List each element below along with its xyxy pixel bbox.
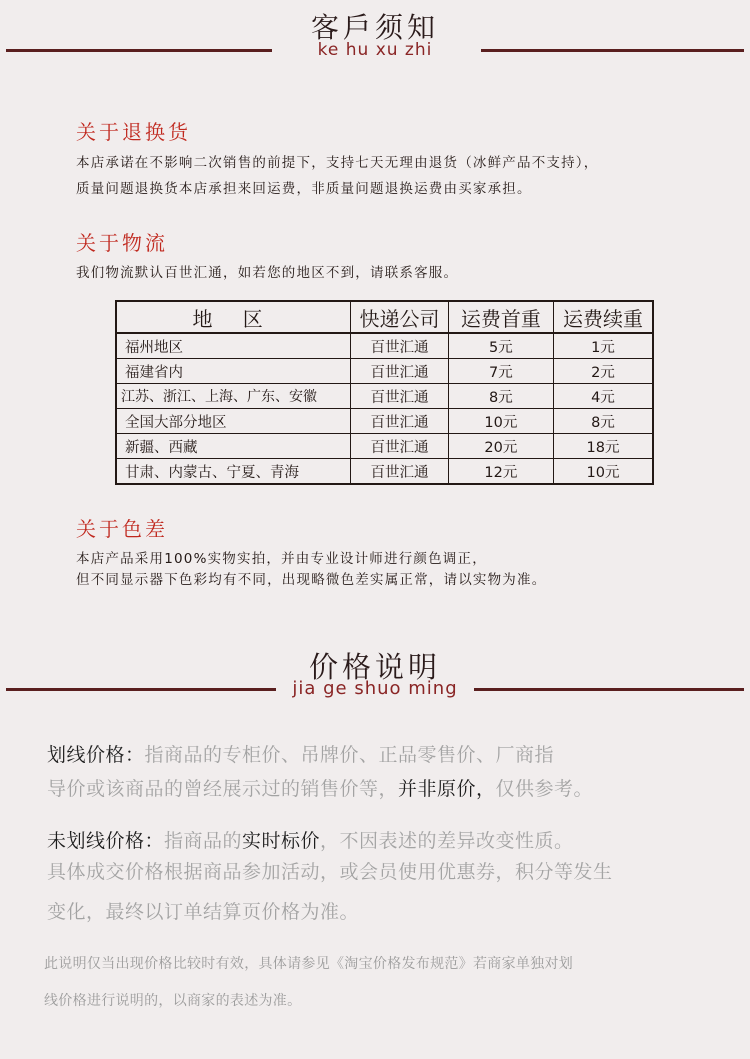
nonstrike-price-emphasis: 实时标价 <box>242 830 321 852</box>
table-row <box>116 459 653 485</box>
cell-first-weight: 20元 <box>448 434 553 459</box>
customer-notice-pinyin: ke hu xu zhi <box>317 40 433 60</box>
cell-region: 新疆、西藏 <box>116 434 351 459</box>
strike-price-line-2 <box>47 774 593 801</box>
table-row <box>116 409 653 434</box>
cell-extra-weight: 4元 <box>554 384 653 409</box>
header-extra-weight: 运费续重 <box>554 301 653 333</box>
color-diff-line-1: 本店产品采用100%实物实拍，并由专业设计师进行颜色调正， <box>76 551 487 567</box>
cell-first-weight: 8元 <box>448 384 553 409</box>
cell-region: 江苏、浙江、上海、广东、安徽 <box>116 384 351 409</box>
returns-line-1: 本店承诺在不影响二次销售的前提下，支持七天无理由退货（冰鲜产品不支持）， <box>76 155 599 171</box>
cell-first-weight: 5元 <box>448 333 553 359</box>
nonstrike-price-pre: 指商品的 <box>164 830 243 852</box>
cell-first-weight: 7元 <box>448 359 553 384</box>
table-row <box>116 434 653 459</box>
cell-first-weight: 10元 <box>448 409 553 434</box>
logistics-heading: 关于物流 <box>76 231 168 255</box>
header-courier: 快递公司 <box>351 301 448 333</box>
cell-region: 福建省内 <box>116 359 351 384</box>
returns-line-2: 质量问题退换货本店承担来回运费，非质量问题退换运费由买家承担。 <box>76 181 532 197</box>
header-region: 地 区 <box>116 301 351 333</box>
table-row <box>116 333 653 359</box>
table-row <box>116 359 653 384</box>
price-notice-title: 价格说明 <box>308 650 441 684</box>
cell-region: 全国大部分地区 <box>116 409 351 434</box>
color-diff-heading: 关于色差 <box>76 517 168 541</box>
cell-extra-weight: 10元 <box>554 459 653 485</box>
price-notice-pinyin: jia ge shuo ming <box>292 678 458 699</box>
cell-extra-weight: 2元 <box>554 359 653 384</box>
cell-extra-weight: 18元 <box>554 434 653 459</box>
color-diff-line-2: 但不同显示器下色彩均有不同，出现略微色差实属正常，请以实物为准。 <box>76 572 547 588</box>
table-row <box>116 384 653 409</box>
nonstrike-price-line-1 <box>47 826 574 853</box>
header-first-weight: 运费首重 <box>448 301 553 333</box>
nonstrike-price-line-2: 具体成交价格根据商品参加活动，或会员使用优惠券，积分等发生 <box>47 861 613 883</box>
shipping-table-header <box>116 301 653 333</box>
cell-courier: 百世汇通 <box>351 333 448 359</box>
cell-courier: 百世汇通 <box>351 359 448 384</box>
nonstrike-price-label: 未划线价格： <box>47 830 165 852</box>
cell-courier: 百世汇通 <box>351 459 448 485</box>
cell-courier: 百世汇通 <box>351 409 448 434</box>
cell-extra-weight: 1元 <box>554 333 653 359</box>
strike-price-emphasis: 并非原价， <box>398 778 496 800</box>
cell-courier: 百世汇通 <box>351 384 448 409</box>
cell-extra-weight: 8元 <box>554 409 653 434</box>
cell-region: 福州地区 <box>116 333 351 359</box>
footer-note-line-1: 此说明仅当出现价格比较时有效，具体请参见《淘宝价格发布规范》若商家单独对划 <box>44 956 574 972</box>
customer-notice-title: 客戶须知 <box>310 11 439 44</box>
strike-price-text-2: 导价或该商品的曾经展示过的销售价等， <box>47 778 399 800</box>
cell-first-weight: 12元 <box>448 459 553 485</box>
strike-price-text-1: 指商品的专柜价、吊牌价、正品零售价、厂商指 <box>144 744 555 766</box>
footer-note-line-2: 线价格进行说明的，以商家的表述为准。 <box>44 993 302 1009</box>
shipping-table <box>115 300 654 485</box>
returns-heading: 关于退换货 <box>76 120 191 144</box>
strike-price-line-1 <box>47 740 554 767</box>
cell-courier: 百世汇通 <box>351 434 448 459</box>
logistics-line-1: 我们物流默认百世汇通，如若您的地区不到，请联系客服。 <box>76 265 459 281</box>
nonstrike-price-line-3: 变化，最终以订单结算页价格为准。 <box>47 901 360 923</box>
nonstrike-price-post: ，不因表述的差异改变性质。 <box>320 830 574 852</box>
strike-price-tail: 仅供参考。 <box>495 778 594 800</box>
strike-price-label: 划线价格： <box>47 744 145 766</box>
cell-region: 甘肃、内蒙古、宁夏、青海 <box>116 459 351 485</box>
